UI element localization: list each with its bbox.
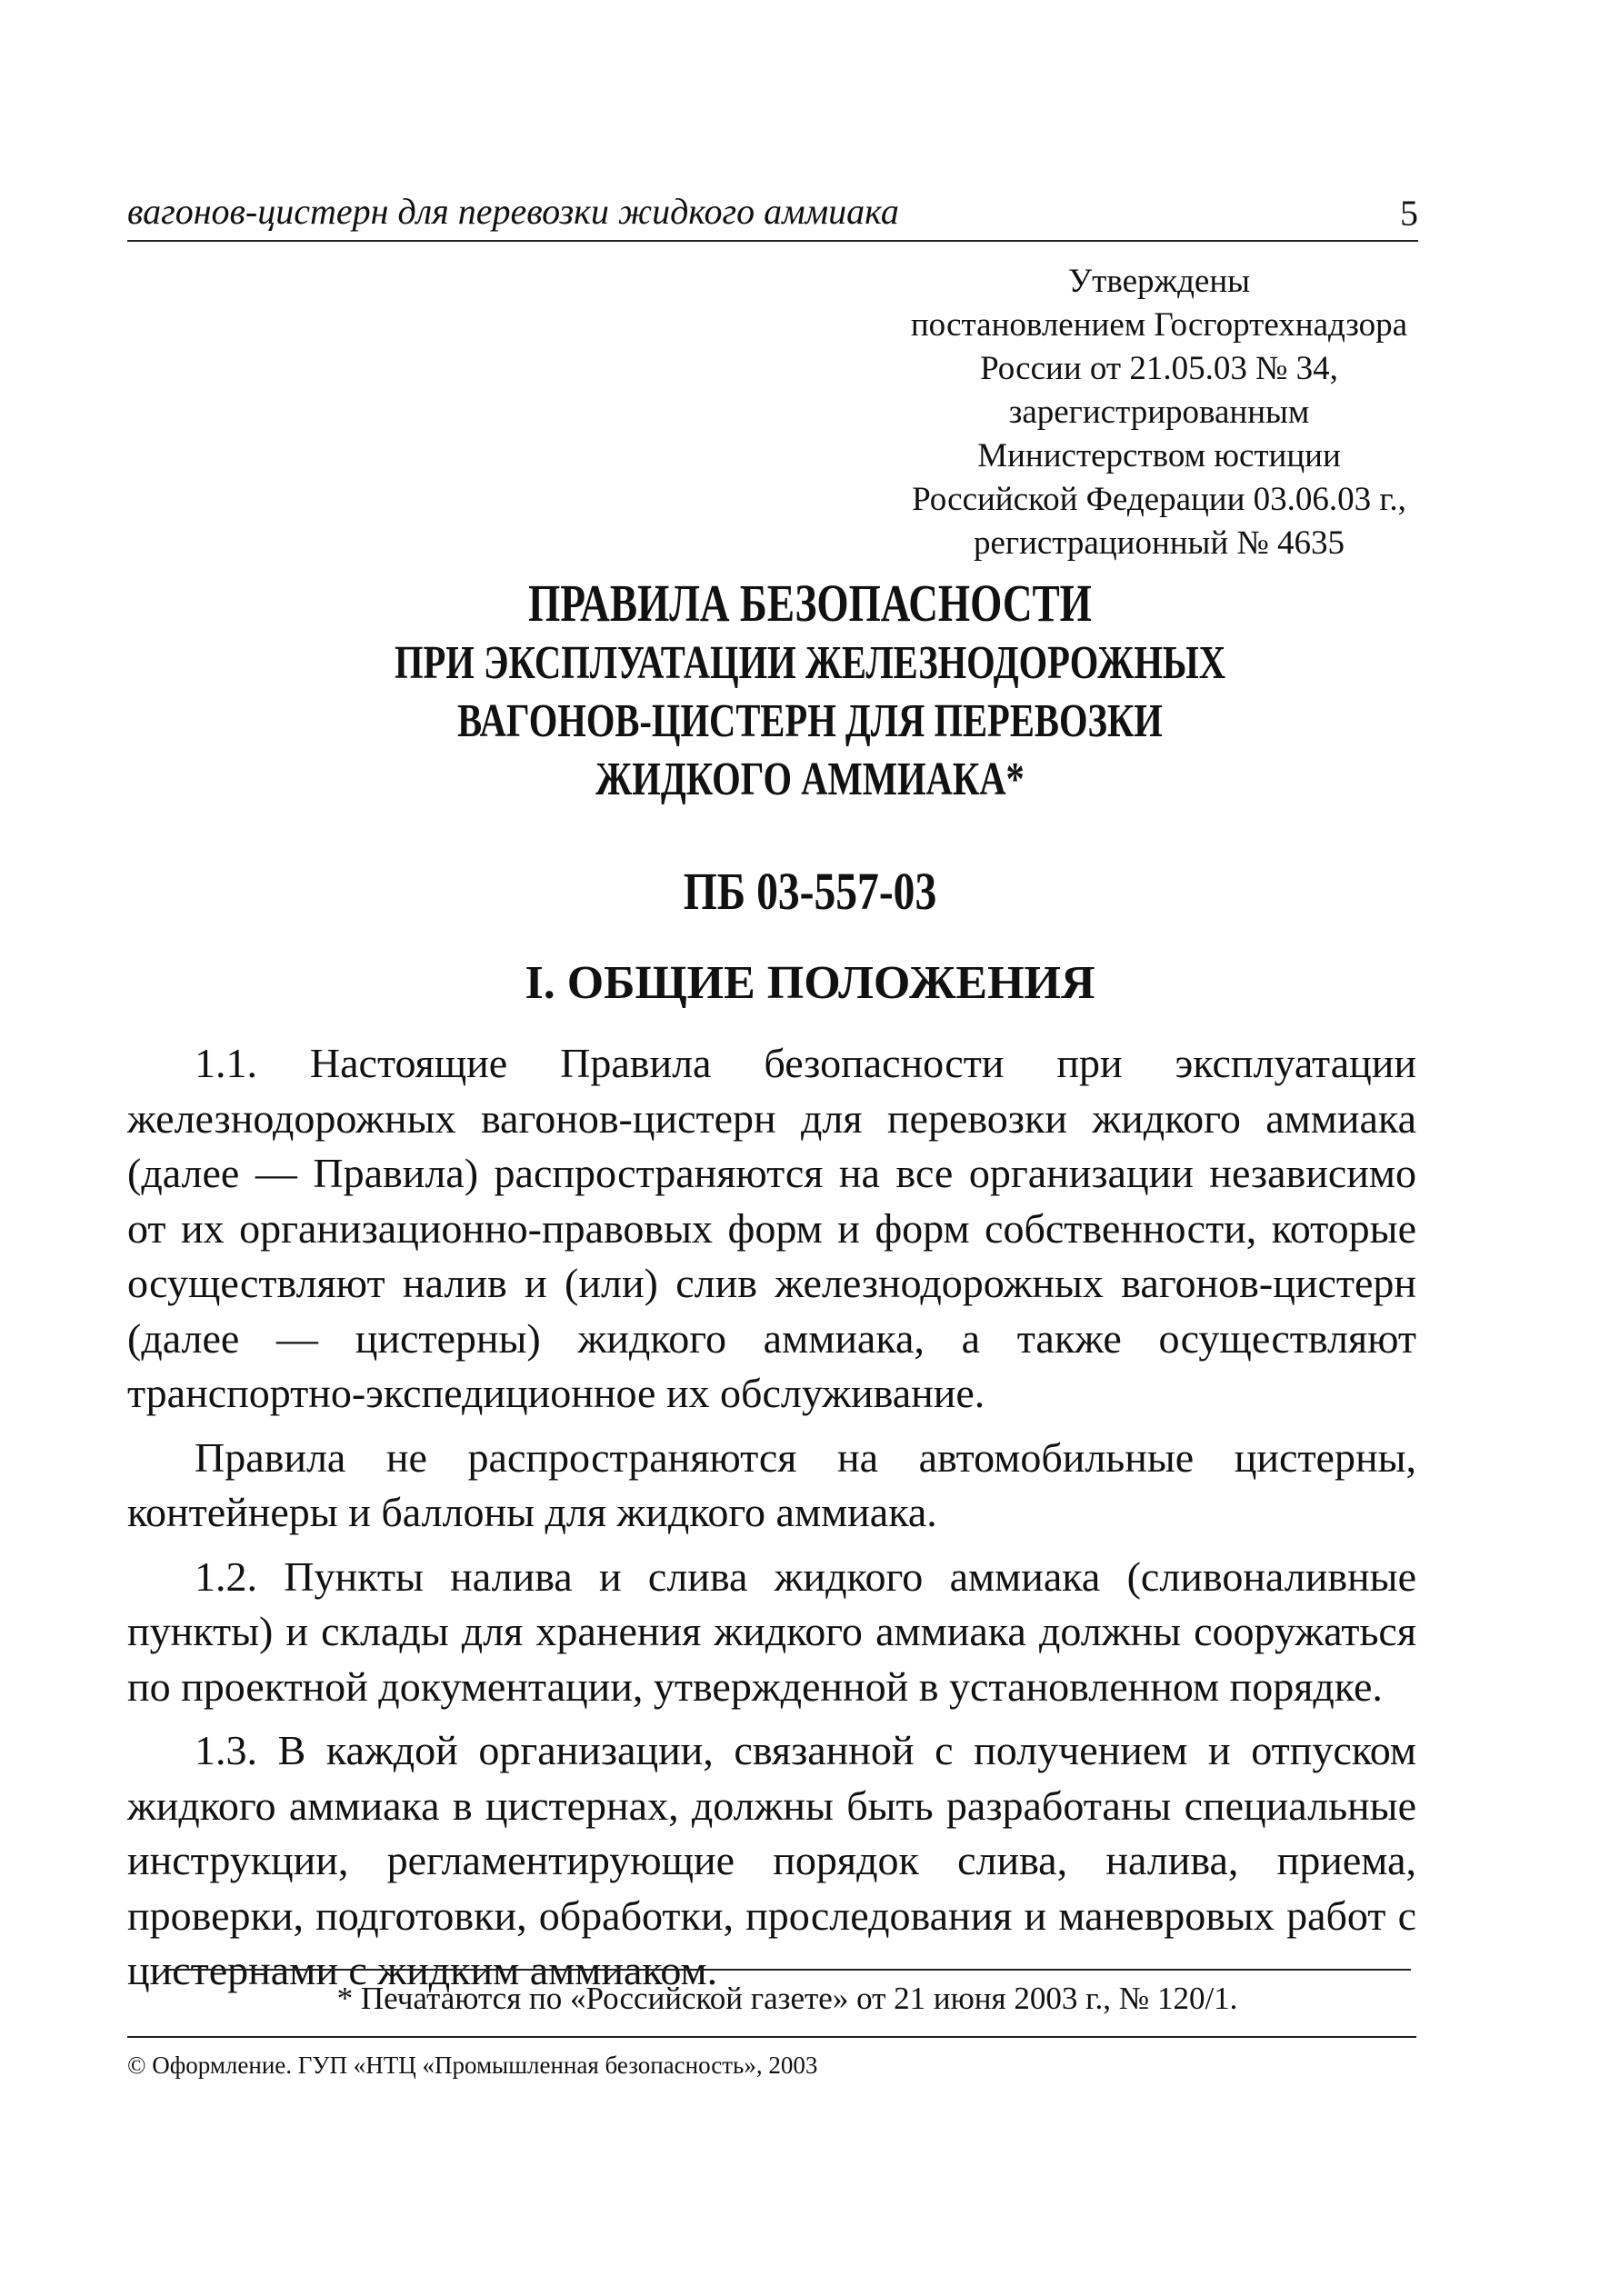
running-header bbox=[127, 189, 1418, 242]
title-line-2: ПРИ ЭКСПЛУАТАЦИИ ЖЕЛЕЗНОДОРОЖНЫХ bbox=[394, 637, 1226, 689]
section-heading: I. ОБЩИЕ ПОЛОЖЕНИЯ bbox=[525, 957, 1095, 1009]
title-line-4: ЖИДКОГО АММИАКА* bbox=[595, 754, 1025, 805]
approval-line: России от 21.05.03 № 34, bbox=[980, 350, 1338, 387]
approval-line: регистрационный № 4635 bbox=[973, 524, 1345, 562]
paragraph: 1.3. В каждой организации, связанной с получением и отпуском жидкого аммиака в цистернах, должны быть разработаны специальные инструкции, регламентирующие порядок слива, налива, приема, проверки, подготовки, обработки, проследования и маневровых работ с цистернами с жидким аммиаком. bbox=[127, 1727, 1416, 1993]
footnote: * Печатаются по «Российской газете» от 21 июня 2003 г., № 120/1. bbox=[336, 1981, 1238, 2016]
running-title: вагонов-цистерн для перевозки жидкого аммиака bbox=[127, 191, 899, 232]
title-line-3: ВАГОНОВ-ЦИСТЕРН ДЛЯ ПЕРЕВОЗКИ bbox=[457, 695, 1163, 747]
approval-line: Российской Федерации 03.06.03 г., bbox=[912, 481, 1406, 518]
approval-line: зарегистрированным bbox=[1008, 394, 1310, 431]
paragraph: 1.1. Настоящие Правила безопасности при эксплуатации железнодорожных вагонов-цистерн для перевозки жидкого аммиака (далее — Правила) распространяются на все организации независимо от их организационно-правовых форм и форм собственности, которые осуществляют налив и (или) слив железнодорожных вагонов-цистерн (далее — цистерны) жидкого аммиака, а также осуществляют транспортно-экспедиционное их обслуживание. bbox=[127, 1040, 1416, 1416]
document-code: ПБ 03-557-03 bbox=[683, 862, 937, 921]
approval-line: Министерством юстиции bbox=[977, 437, 1341, 474]
copyright-notice: © Оформление. ГУП «НТЦ «Промышленная безопасность», 2003 bbox=[127, 2051, 818, 2079]
paragraph: Правила не распространяются на автомобильные цистерны, контейнеры и баллоны для жидкого аммиака. bbox=[127, 1433, 1416, 1535]
page-number: 5 bbox=[1400, 193, 1418, 234]
document-title bbox=[109, 573, 1511, 809]
body-text bbox=[127, 1036, 1416, 2008]
footnote-divider bbox=[164, 1969, 1411, 1971]
copyright-divider bbox=[127, 2036, 1416, 2038]
approval-line: постановлением Госгортехнадзора bbox=[910, 306, 1408, 344]
paragraph: 1.2. Пункты налива и слива жидкого аммиака (сливоналивные пункты) и склады для хранения жидкого аммиака должны сооружаться по проектной документации, утвержденной в установленном порядке. bbox=[127, 1552, 1416, 1710]
approval-line: Утверждены bbox=[1067, 263, 1250, 300]
title-line-1: ПРАВИЛА БЕЗОПАСНОСТИ bbox=[528, 574, 1092, 633]
approval-block bbox=[800, 260, 1518, 565]
